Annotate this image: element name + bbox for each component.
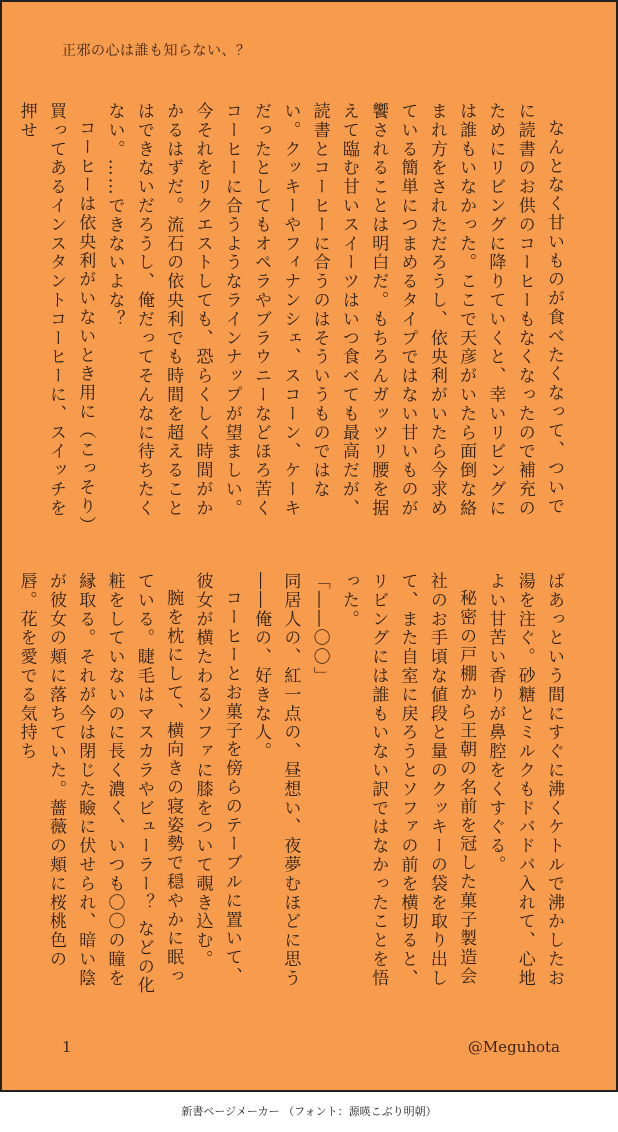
generator-caption: 新書ページメーカー （フォント：源暎こぶり明朝）: [181, 1105, 437, 1118]
lower-text-block: [16, 572, 568, 1002]
paragraph: コーヒーとお菓子を傍らのテーブルに置いて、彼女が横たわるソファに膝をついて覗き込む。: [192, 572, 242, 986]
paragraph: なんとなく甘いものが食べたくなって、ついでに読書のお供のコーヒーもなくなったので補充のためにリビングに降りていくと、幸いリビングには誰もいなかった。ここで天彦がいたら面倒な絡まれ方をされただろうし、依央利がいたら今求めている簡単につまめるタイプではない甘いものが饗されることは明白だ。もちろんガッツリ腰を据えて臨む甘いスイーツはいつ食べても最高だが、読書とコーヒーに合うのはそういうものではない。クッキーやフィナンシェ、スコーン、ケーキだったとしてもオペラやブラウニーなどほろ苦くコーヒーに合うようなラインナップが望ましい。今それをリクエストしても、恐らくしく時間がかかるはずだ。流石の依央利でも時間を超えることはできないだろうし、俺だってそんなに待ちたくない。……できないよな？: [104, 102, 564, 518]
page-number: 1: [62, 1038, 72, 1056]
paragraph: コーヒーは依央利がいないとき用に（こっそり）買ってあるインスタントコーヒーに、スイッチを押せ: [16, 102, 96, 527]
paragraph: ばあっという間にすぐに沸くケトルで沸かしたお湯を注ぐ。砂糖とミルクもドバドバ入れて、心地よい甘苦い香りが鼻腔をくすぐる。: [485, 572, 564, 988]
paragraph: 同居人の、紅一点の、昼想い、夜夢むほどに思う――俺の、好きな人。: [251, 572, 301, 988]
page-title: 正邪の心は誰も知らない、？: [62, 43, 251, 59]
paragraph: 秘密の戸棚から王朝の名前を冠した菓子製造会社のお手頃な値段と量のクッキーの袋を取り出して、また自室に戻ろうとソファの前を横切ると、リビングには誰もいない訳ではなかったことを悟った。: [338, 572, 477, 988]
upper-text-block: [16, 102, 568, 532]
paragraph: 腕を枕にして、横向きの寝姿勢で穏やかに眠っている。睫毛はマスカラやビューラー？ などの化粧をしていないのに長く濃く、いつも〇〇の瞳を縁取る。それが今は閉じた瞼に伏せられ、暗い陰が彼女の頬に落ちていた。薔薇の頬に桜桃色の唇。花を愛でる気持ち: [16, 572, 184, 996]
author-handle: @Meguhota: [467, 1038, 560, 1056]
dialogue-line: 「――〇〇」: [309, 572, 330, 686]
